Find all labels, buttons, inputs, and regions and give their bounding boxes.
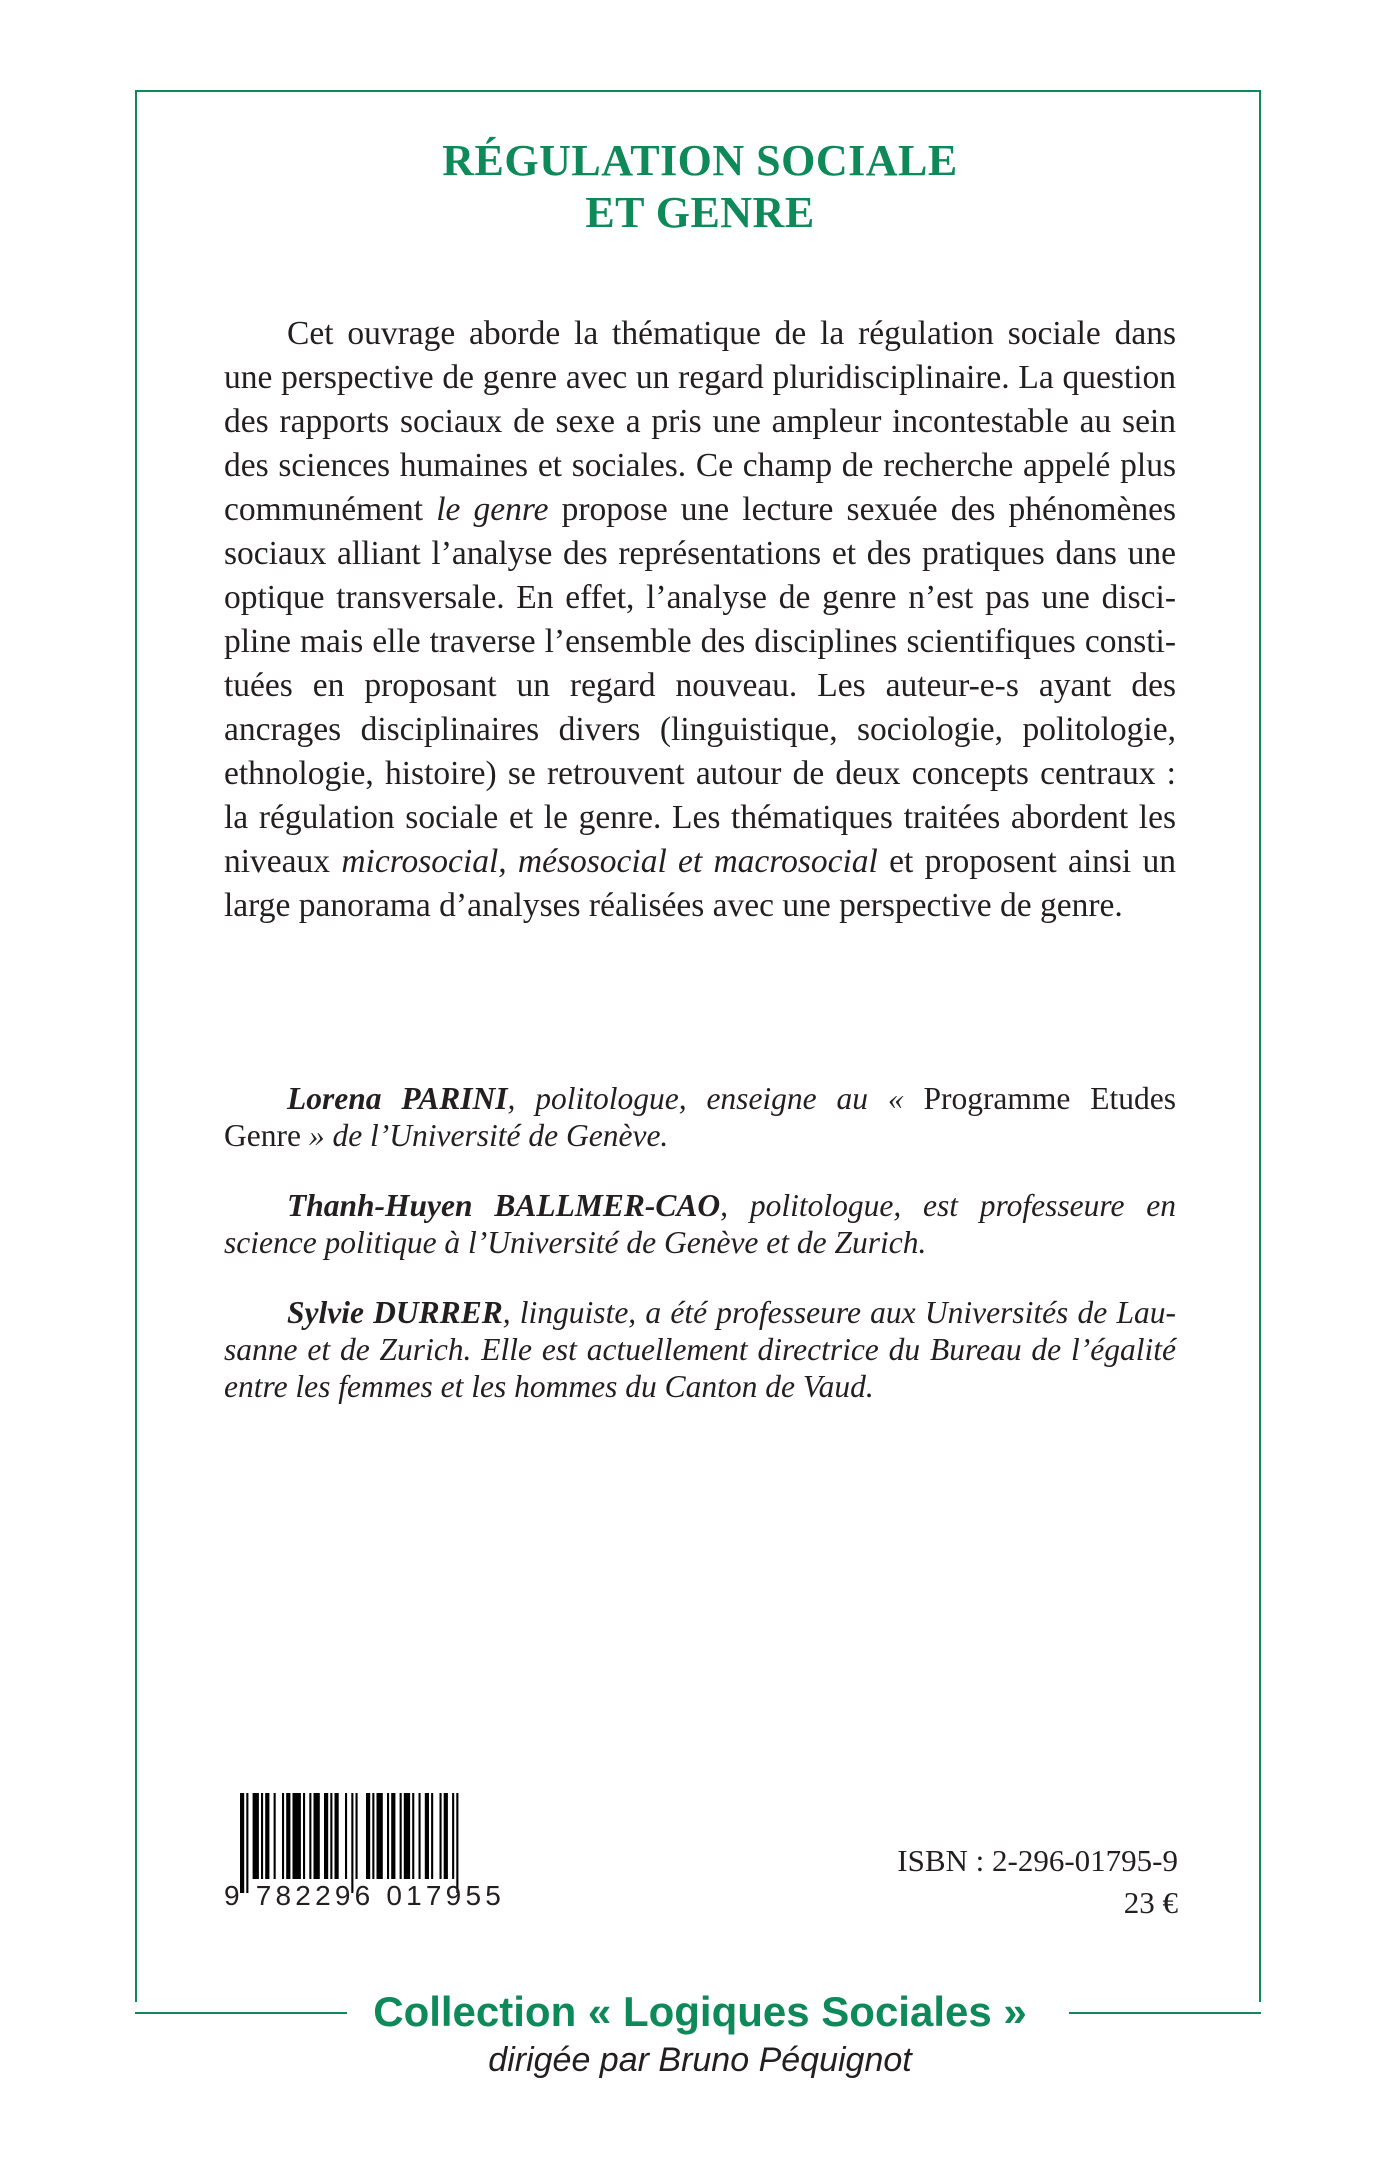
bio-text: , politologue, est professeure en science politique à l’Université de Genève et de Zurich. — [224, 1188, 1176, 1260]
bio-name: Sylvie DURRER — [287, 1295, 503, 1330]
bio-text: » de l’Université de Genève. — [300, 1118, 669, 1153]
barcode-bar — [412, 1793, 414, 1879]
barcode-bar — [309, 1793, 311, 1879]
barcode-bar — [425, 1793, 429, 1879]
barcode-bar — [253, 1793, 259, 1879]
barcode-bar — [391, 1793, 395, 1879]
barcode-bar — [261, 1793, 263, 1879]
bio-ballmer-cao — [224, 1187, 1176, 1261]
bio-name: Thanh-Huyen BALLMER-CAO — [287, 1188, 721, 1223]
barcode-bar — [240, 1793, 244, 1893]
barcode-bar — [456, 1793, 458, 1893]
price: 23 € — [1123, 1885, 1178, 1920]
barcode-bar — [372, 1793, 374, 1879]
bio-text: , linguiste, a été professeure aux Universités de Lausanne et de Zurich. Elle est actuellement directrice du Bureau de l’égalité entre les femmes et les hommes du Canton de Vaud. — [224, 1295, 1176, 1404]
barcode-bar — [366, 1793, 370, 1879]
barcode-bar — [345, 1793, 347, 1879]
title-line-2: ET GENRE — [585, 188, 815, 237]
book-title — [0, 135, 1400, 239]
barcode-bar — [324, 1793, 328, 1879]
barcode-bar — [377, 1793, 383, 1879]
barcode-bar — [404, 1793, 410, 1879]
collection-director: dirigée par Bruno Péquignot — [488, 2041, 912, 2079]
bio-durrer — [224, 1294, 1176, 1405]
barcode-bar — [440, 1793, 442, 1879]
bio-text: , politologue, enseigne au « — [507, 1081, 924, 1116]
barcode-bar — [303, 1793, 305, 1879]
summary-part-1: Cet ouvrage aborde la thématique de la régulation sociale dans une perspective de genre avec un regard pluridisciplinaire. La question des rapports sociaux de sexe a pris une ampleur incontestable au sein des sciences humaines et sociales. Ce champ de recherche appelé plus communément — [224, 315, 1176, 528]
summary-text — [224, 312, 1176, 928]
barcode-bar — [330, 1793, 332, 1879]
isbn: ISBN : 2-296-01795-9 — [897, 1843, 1178, 1878]
barcode-bar — [335, 1793, 339, 1879]
summary-italic-1: le genre — [436, 491, 549, 528]
barcode-bar — [246, 1793, 248, 1893]
bio-program: Programme Etudes Genre — [224, 1081, 1176, 1153]
barcode-bar — [419, 1793, 421, 1879]
barcode-bar — [274, 1793, 276, 1879]
barcode-bar — [387, 1793, 389, 1879]
barcode-bar — [452, 1793, 454, 1879]
barcode-bar — [431, 1793, 433, 1879]
barcode-bar — [282, 1793, 284, 1879]
barcode-bar — [444, 1793, 448, 1879]
collection-name: Collection « Logiques Sociales » — [373, 1988, 1027, 2035]
barcode-bar — [400, 1793, 402, 1879]
barcode-bar — [351, 1793, 353, 1893]
barcode-bar — [356, 1793, 358, 1879]
barcode-number: 9 782296 017955 — [224, 1880, 505, 1911]
barcode-bar — [286, 1793, 290, 1879]
barcode-bars — [240, 1793, 458, 1893]
summary-italic-2: microsocial, mésosocial et macrosocial — [341, 843, 878, 880]
isbn-block — [897, 1840, 1178, 1924]
title-line-1: RÉGULATION SOCIALE — [442, 136, 958, 185]
bio-parini — [224, 1080, 1176, 1154]
summary-paragraph — [224, 312, 1176, 928]
summary-part-3: et proposent ainsi un large panorama d’analyses réalisées avec une perspective de genre. — [224, 843, 1177, 924]
barcode-bar — [265, 1793, 269, 1879]
bio-name: Lorena PARINI — [287, 1081, 508, 1116]
author-bios — [224, 1080, 1176, 1438]
barcode-bar — [314, 1793, 320, 1879]
barcode-bar — [293, 1793, 301, 1879]
summary-part-2: propose une lecture sexuée des phénomènes sociaux alliant l’analyse des représentations et des pratiques dans une optique transversale. En effet, l’analyse de genre n’est pas une discipline mais elle traverse l’ensemble des disciplines scientifiques constituées en proposant un regard nouveau. Les auteur-e-s ayant des ancrages disciplinaires divers (linguistique, sociologie, politologie, ethnologie, histoire) se retrouvent autour de deux concepts centraux : la régulation sociale et le genre. Les thématiques traitées abordent les niveaux — [224, 491, 1176, 880]
